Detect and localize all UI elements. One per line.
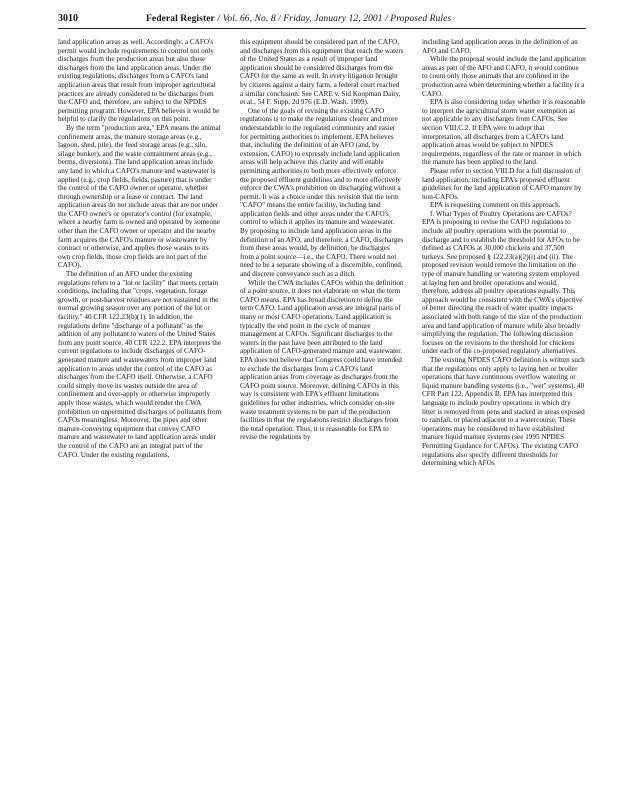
paragraph: The existing NPDES CAFO definition is written such that the regulations only apply to laying hen or broiler operations that have continuous overflow watering or liquid manure handling systems (i.e., "wet" systems). 40 CFR Part 122, Appendix B. EPA has interpreted this language to include poultry operations in which dry litter is removed from pens and stacked in areas exposed to rainfall, or placed adjacent to a watercourse. These operations may be considered to have established manure liquid manure systems (see 1995 NPDES Permitting Guidance for CAFOs). The existing CAFO regulations also specify different thresholds for determining which AFOs (422, 355, 585, 468)
running-head (146, 12, 451, 26)
paragraph: One of the goals of revising the existing CAFO regulations is to make the regulations clearer and more understandable to the regulated community and easier for permitting authorities to implement. EPA believes that, including the definition of an AFO (and, by extension, CAFO) to expressly include land application areas will help achieve this clarity and will enable permitting authorities to both more effectively enforce the proposed effluent guidelines and to more effectively enforce the CWA's prohibition on discharging without a permit. It was a choice under this revision that the term "CAFO" means the entire facility, including land application fields and other areas under the CAFO's control to which it applies its manure and wastewater. By proposing to include land application areas in the definition of an AFO, and therefore, a CAFO, discharges from these areas would, by definition, be discharges from a point source—i.e., the CAFO. There would not need to be a separate showing of a discernible, confined, and discrete conveyance such as a ditch. (240, 106, 404, 279)
page-number: 3010 (58, 13, 78, 24)
publication-name: Federal Register (146, 14, 215, 24)
paragraph: EPA is also considering today whether it is reasonable to interpret the agricultural storm water exemption as not applicable to any discharges from CAFOs. See section VIII.C.2. If EPA were to adopt that interpretation, all discharges from a CAFO's land application areas would be subject to NPDES requirements, regardless of the rate or manner in which the manure has been applied to the land. (422, 98, 586, 167)
paragraph: f. What Types of Poultry Operations are CAFOs? EPA is proposing to revise the CAFO regulations to include all poultry operations with the potential to discharge and to establish the threshold for AFOs to be defined as CAFOs at 30,000 chickens and 37,500 turkeys. See proposed § 122.23(a)(2)(i) and (ii). The proposed revision would remove the limitation on the type of manure handling or watering system employed at laying hen and broiler operations and would, therefore, address all poultry operations equally. This approach would be consistent with the CWA's objective of better directing the reach of water quality impacts associated with both range of the size of the production area and land application of manure while also broadly simplifying the regulation. The following discussion focuses on the revisions to the threshold for chickens under each of the co-proposed regulatory alternatives. (422, 209, 583, 356)
document-page (58, 12, 586, 792)
paragraph: By the term "production area," EPA means the animal confinement areas, the manure storage areas (e.g., lagoon, shed, pile), the feed storage areas (e.g., silo, silage bunker), and the waste containment areas (e.g., berms, diversions). The land application areas include any land to which a CAFO's manure and wastewater is applied (e.g., crop fields, fields, pasture) that is under the control of the CAFO owner or operator, whether through ownership or a lease or contract. The land application areas do not include areas that are not under the CAFO owner's or operator's control (for example, where a nearby farm is owned and operated by someone other than the CAFO owner or operator and the nearby farm acquires the CAFO's manure or wastewater by contract or otherwise, and applies those wastes to its own crop fields, those crop fields are not part of the CAFO). (58, 123, 221, 270)
paragraph: this equipment should be considered part of the CAFO, and discharges from this equipment that reach the waters of the United States as a result of improper land application should be considered discharges from the CAFO for the same as well. In every litigation brought by citizens against a dairy farm, a federal court reached a similar conclusion. See CARE v. Sid Koopman Dairy, et al., 54 F. Supp. 2d 976 (E.D. Wash. 1999). (240, 38, 404, 107)
paragraph: including land application areas in the definition of an AFO and CAFO. (422, 38, 578, 55)
column-1 (58, 38, 222, 790)
page-header (58, 12, 586, 29)
text-columns (58, 38, 586, 790)
paragraph: The definition of an AFO under the existing regulations refers to a "lot or facility" that meets certain conditions, including that "crops, vegetation, forage growth, or post-harvest residues are not sustained in the normal growing season over any portion of the lot or facility." 40 CFR 122.23(b)(1). In addition, the regulations define "discharge of a pollutant" as the addition of any pollutant to waters of the United States from any point source. 40 CFR 122.2. EPA interprets the current regulations to include discharges of CAFO-generated manure and wastewaters from improper land application to areas under the control of the CAFO as discharges from the CAFO itself. Otherwise, a CAFO could simply move its wastes outside the area of confinement and over-apply or otherwise improperly apply those wastes, which would render the CWA prohibition on unpermitted discharges of pollutants from CAFOs meaningless. Moreover, the pipes and other manure-conveying equipment that convey CAFO manure and wastewater to land application areas under the control of the CAFO are an integral part of the CAFO. Under the existing regulations, (58, 270, 222, 459)
paragraph: EPA is requesting comment on this approach. (430, 201, 561, 210)
paragraph: land application areas as well. Accordingly, a CAFO's permit would include requirements to control not only discharges from the production areas but also those discharges from the land application areas. Under the existing regulations, discharges from a CAFO's land application areas that result from improper agricultural practices are already considered to be discharges from the CAFO and, therefore, are subject to the NPDES permitting program. However, EPA believes it would be helpful to clarify the regulations on this point. (58, 38, 220, 124)
paragraph: While the proposal would include the land application areas as part of the AFO and CAFO, it would continue to count only those animals that are confined in the production area when determining whether a facility is a CAFO. (422, 55, 586, 98)
column-2 (240, 38, 404, 790)
volume-issue-info: / Vol. 66, No. 8 / Friday, January 12, 2001 / Proposed Rules (214, 14, 452, 24)
paragraph: While the CWA includes CAFOs within the definition of a point source, it does not elaborate on what the term CAFO means. EPA has broad discretion to define the term CAFO. Land application areas are integral parts of many or most CAFO operations. Land application is typically the end point in the cycle of manure management at CAFOs. Significant discharges to the waters in the past have been attributed to the land application of CAFO-generated manure and wastewater. EPA does not believe that Congress could have intended to exclude the discharges from a CAFO's land application areas from coverage as discharges from the CAFO point source. Moreover, defining CAFOs in this way is consistent with EPA's effluent limitations guidelines for other industries, which consider on-site waste treatment systems to be part of the production facilities in that the regulations restrict discharges from the total operation. Thus, it is reasonable for EPA to revise the regulations by (240, 278, 404, 442)
column-3 (422, 38, 586, 790)
paragraph: Please refer to section VIII.D for a full discussion of land application, including EPA's proposed effluent guidelines for the land application of CAFO manure by non-CAFOs. (422, 166, 582, 201)
